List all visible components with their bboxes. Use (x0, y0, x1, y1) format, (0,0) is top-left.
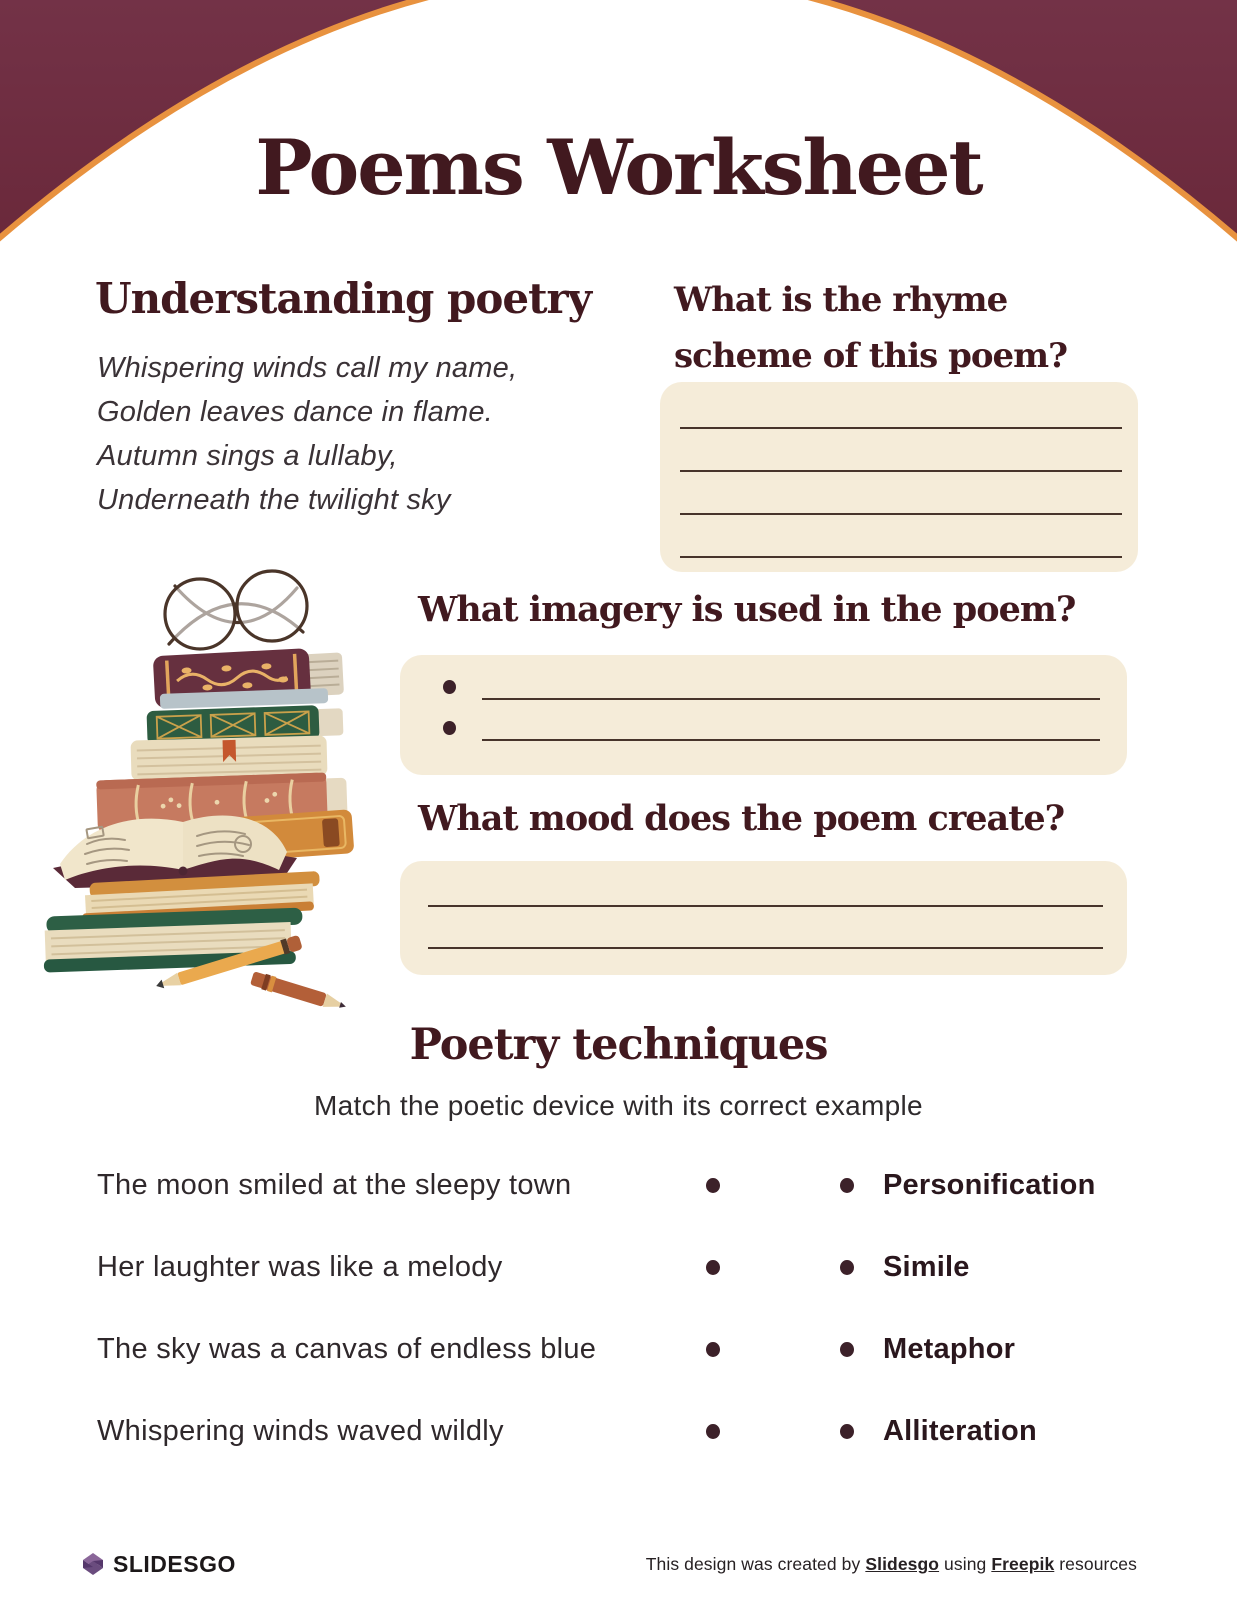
credit-prefix: This design was created by (645, 1553, 866, 1574)
match-device: Simile (883, 1250, 970, 1283)
match-dot-left[interactable] (706, 1424, 720, 1439)
freepik-link[interactable]: Freepik (991, 1553, 1055, 1574)
mood-question-heading: What mood does the poem create? (418, 798, 1065, 839)
understanding-heading: Understanding poetry (95, 274, 592, 323)
match-dot-left[interactable] (706, 1178, 720, 1193)
match-dot-right[interactable] (840, 1342, 854, 1357)
slidesgo-link[interactable]: Slidesgo (865, 1553, 940, 1574)
credit-middle: using (939, 1553, 992, 1574)
pencil-stub-icon (250, 970, 348, 1014)
credit-text (646, 1554, 1137, 1575)
match-dot-right[interactable] (840, 1260, 854, 1275)
answer-line[interactable] (482, 657, 1100, 700)
match-dot-left[interactable] (706, 1342, 720, 1357)
slidesgo-logo[interactable] (80, 1550, 236, 1578)
books-illustration (35, 552, 375, 1014)
answer-line[interactable] (680, 472, 1122, 515)
book-dark-green (42, 908, 304, 973)
answer-line[interactable] (680, 386, 1122, 429)
slidesgo-logo-text: SLIDESGO (113, 1550, 236, 1577)
imagery-question-heading: What imagery is used in the poem? (418, 589, 1076, 630)
match-example: Her laughter was like a melody (97, 1250, 503, 1283)
slidesgo-icon (80, 1550, 106, 1578)
techniques-instruction: Match the poetic device with its correct example (314, 1090, 923, 1121)
matching-exercise (97, 1144, 1137, 1472)
match-device: Alliteration (883, 1414, 1037, 1447)
answer-line[interactable] (428, 865, 1103, 907)
poem-text (97, 346, 517, 522)
poem-line: Whispering winds call my name, (97, 352, 518, 384)
mood-answer-box[interactable] (400, 861, 1127, 975)
match-device: Metaphor (883, 1332, 1016, 1365)
page-title: Poems Worksheet (255, 123, 982, 212)
footer (80, 1544, 1137, 1584)
match-row (97, 1226, 1137, 1308)
match-row (97, 1144, 1137, 1226)
bullet-dot (443, 680, 456, 694)
credit-suffix: resources (1054, 1553, 1137, 1574)
rhyme-question-heading: What is the rhyme scheme of this poem? (674, 280, 1068, 376)
rhyme-answer-box[interactable] (660, 382, 1138, 572)
match-example: The moon smiled at the sleepy town (97, 1168, 572, 1201)
imagery-answer-box[interactable] (400, 655, 1127, 775)
match-row (97, 1390, 1137, 1472)
answer-line[interactable] (482, 698, 1100, 741)
answer-line[interactable] (680, 429, 1122, 472)
poem-line: Underneath the twilight sky (97, 484, 451, 516)
techniques-heading: Poetry techniques (409, 1020, 828, 1070)
answer-line[interactable] (428, 907, 1103, 949)
match-dot-left[interactable] (706, 1260, 720, 1275)
answer-line[interactable] (680, 515, 1122, 558)
bullet-dot (443, 721, 456, 735)
match-row (97, 1308, 1137, 1390)
match-device: Personification (883, 1168, 1096, 1201)
glasses-icon (165, 571, 307, 649)
match-example: Whispering winds waved wildly (97, 1414, 504, 1447)
match-example: The sky was a canvas of endless blue (97, 1332, 597, 1365)
match-dot-right[interactable] (840, 1424, 854, 1439)
poem-line: Autumn sings a lullaby, (97, 440, 398, 472)
match-dot-right[interactable] (840, 1178, 854, 1193)
poem-line: Golden leaves dance in flame. (97, 396, 493, 428)
